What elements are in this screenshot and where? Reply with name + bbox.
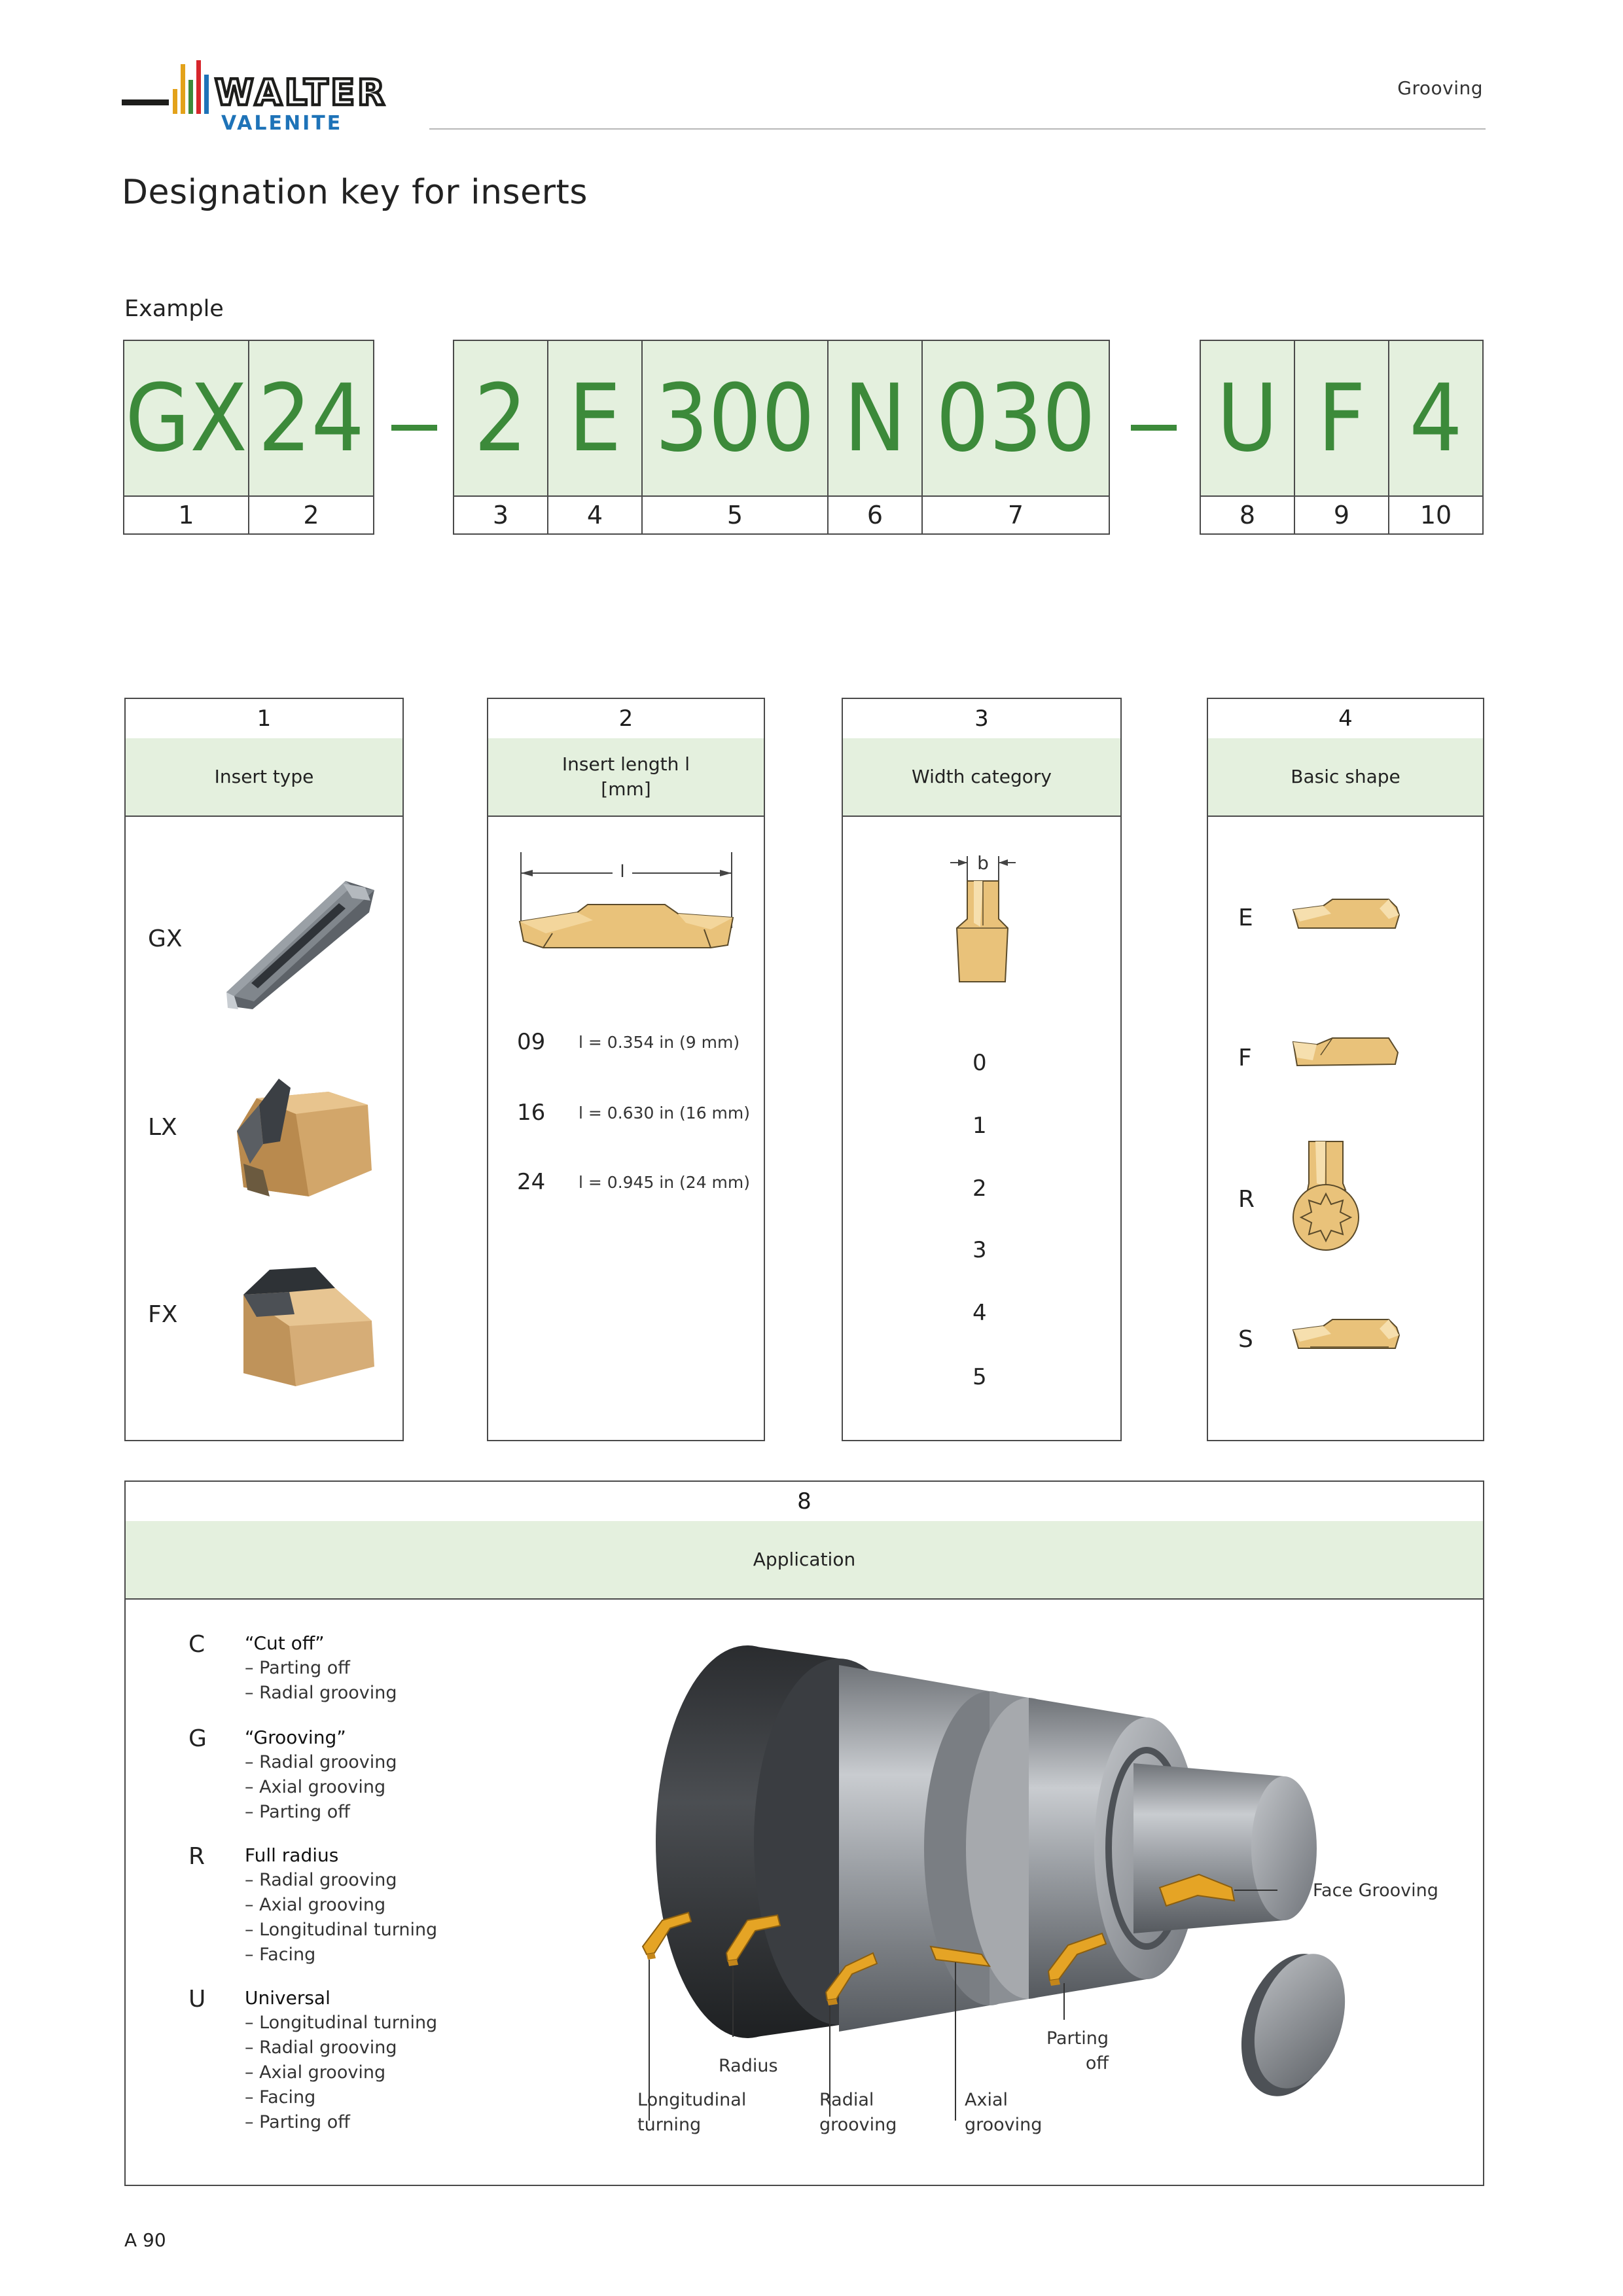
key-dash-2 xyxy=(1131,425,1177,431)
panel-application xyxy=(124,1480,1484,2186)
fx-insert-image xyxy=(217,1249,387,1393)
section-label: Grooving xyxy=(1397,77,1483,99)
lx-insert-image xyxy=(217,1066,387,1210)
application-title-r: Full radius xyxy=(245,1844,339,1866)
panel-width-category xyxy=(842,698,1122,1441)
length-dimension-label: l xyxy=(620,862,625,882)
key-number-4: 4 xyxy=(547,495,643,535)
panel-number: 1 xyxy=(126,699,402,740)
label-longitudinal-line2: turning xyxy=(637,2115,702,2135)
length-code-24: 24 xyxy=(517,1169,546,1195)
application-title-u: Universal xyxy=(245,1987,330,2009)
key-number-10: 10 xyxy=(1388,495,1484,535)
shape-f: F xyxy=(1238,1045,1252,1071)
shape-s-drawing xyxy=(1291,1313,1402,1355)
key-number-9: 9 xyxy=(1294,495,1389,535)
length-desc-09: l = 0.354 in (9 mm) xyxy=(579,1033,740,1052)
label-parting-line2: off xyxy=(1085,2053,1109,2073)
key-number-2: 2 xyxy=(248,495,374,535)
key-code-8: U xyxy=(1200,340,1295,497)
application-item: – Longitudinal turning xyxy=(245,2013,438,2033)
application-letter-u: U xyxy=(188,1986,206,2013)
panel-number: 4 xyxy=(1208,699,1483,740)
shape-e-drawing xyxy=(1291,893,1402,935)
application-item: – Axial grooving xyxy=(245,1895,386,1915)
walter-valenite-logo xyxy=(122,60,403,137)
page-number: A 90 xyxy=(124,2229,166,2251)
application-item: – Parting off xyxy=(245,2112,350,2132)
logo-text-valenite: VALENITE xyxy=(221,112,343,135)
label-radial-line1: Radial xyxy=(819,2090,874,2110)
length-code-16: 16 xyxy=(517,1100,546,1126)
application-item: – Radial grooving xyxy=(245,1870,397,1890)
panel-heading: Insert type xyxy=(126,738,402,817)
key-code-10: 4 xyxy=(1388,340,1484,497)
length-code-09: 09 xyxy=(517,1029,546,1055)
label-axial-line2: grooving xyxy=(965,2115,1043,2135)
key-code-7: 030 xyxy=(921,340,1110,497)
label-face-grooving: Face Grooving xyxy=(1313,1880,1438,1901)
application-title-g: “Grooving” xyxy=(245,1727,346,1748)
application-letter-r: R xyxy=(188,1843,205,1870)
gx-insert-image xyxy=(215,861,385,1018)
key-code-2: 24 xyxy=(248,340,374,497)
panel-heading: Width category xyxy=(843,738,1120,817)
page-title: Designation key for inserts xyxy=(122,173,588,212)
application-item: – Axial grooving xyxy=(245,2062,386,2083)
label-parting-line1: Parting xyxy=(1046,2028,1109,2049)
width-code-2: 2 xyxy=(972,1175,987,1202)
width-code-3: 3 xyxy=(972,1237,987,1263)
key-number-7: 7 xyxy=(921,495,1110,535)
key-code-5: 300 xyxy=(641,340,829,497)
application-item: – Axial grooving xyxy=(245,1777,386,1797)
key-number-1: 1 xyxy=(123,495,249,535)
application-item: – Facing xyxy=(245,1945,316,1965)
width-category-drawing xyxy=(937,847,1029,991)
width-code-1: 1 xyxy=(972,1113,987,1139)
insert-type-gx: GX xyxy=(148,925,183,952)
shape-r-drawing xyxy=(1288,1138,1366,1255)
width-code-0: 0 xyxy=(972,1050,987,1076)
shape-r: R xyxy=(1238,1186,1255,1213)
panel-number: 2 xyxy=(488,699,764,740)
label-radial-line2: grooving xyxy=(819,2115,897,2135)
panel-basic-shape xyxy=(1207,698,1484,1441)
panel-insert-type xyxy=(124,698,404,1441)
key-number-5: 5 xyxy=(641,495,829,535)
application-item: – Radial grooving xyxy=(245,1683,397,1703)
key-dash-1 xyxy=(391,425,437,431)
header-rule xyxy=(429,128,1486,130)
width-dimension-label: b xyxy=(977,852,989,874)
shape-s: S xyxy=(1238,1326,1253,1353)
length-desc-16: l = 0.630 in (16 mm) xyxy=(579,1103,751,1122)
width-code-5: 5 xyxy=(972,1364,987,1390)
application-letter-c: C xyxy=(188,1631,205,1658)
key-number-8: 8 xyxy=(1200,495,1295,535)
panel-heading: Insert length l [mm] xyxy=(488,738,764,817)
application-item: – Radial grooving xyxy=(245,2037,397,2058)
panel-heading: Basic shape xyxy=(1208,738,1483,817)
label-radius: Radius xyxy=(719,2056,778,2076)
width-code-4: 4 xyxy=(972,1300,987,1326)
label-axial-line1: Axial xyxy=(965,2090,1008,2110)
key-number-3: 3 xyxy=(453,495,548,535)
key-code-4: E xyxy=(547,340,643,497)
application-letter-g: G xyxy=(188,1725,207,1752)
shape-f-drawing xyxy=(1291,1031,1402,1073)
key-code-6: N xyxy=(827,340,923,497)
label-longitudinal-line1: Longitudinal xyxy=(637,2090,747,2110)
insert-type-fx: FX xyxy=(148,1301,178,1328)
logo-text-walter: WALTER xyxy=(215,72,387,113)
key-code-3: 2 xyxy=(453,340,548,497)
key-number-6: 6 xyxy=(827,495,923,535)
insert-type-lx: LX xyxy=(148,1114,177,1141)
shape-e: E xyxy=(1238,905,1253,931)
application-item: – Facing xyxy=(245,2087,316,2108)
key-code-1: GX xyxy=(123,340,249,497)
panel-number: 8 xyxy=(126,1482,1483,1522)
application-item: – Radial grooving xyxy=(245,1752,397,1772)
application-item: – Parting off xyxy=(245,1802,350,1822)
insert-length-drawing xyxy=(514,850,737,961)
example-label: Example xyxy=(124,296,224,322)
panel-number: 3 xyxy=(843,699,1120,740)
application-item: – Parting off xyxy=(245,1658,350,1678)
panel-heading: Application xyxy=(126,1521,1483,1600)
key-code-9: F xyxy=(1294,340,1389,497)
application-item: – Longitudinal turning xyxy=(245,1920,438,1940)
application-title-c: “Cut off” xyxy=(245,1632,325,1654)
length-desc-24: l = 0.945 in (24 mm) xyxy=(579,1173,751,1192)
panel-insert-length xyxy=(487,698,765,1441)
